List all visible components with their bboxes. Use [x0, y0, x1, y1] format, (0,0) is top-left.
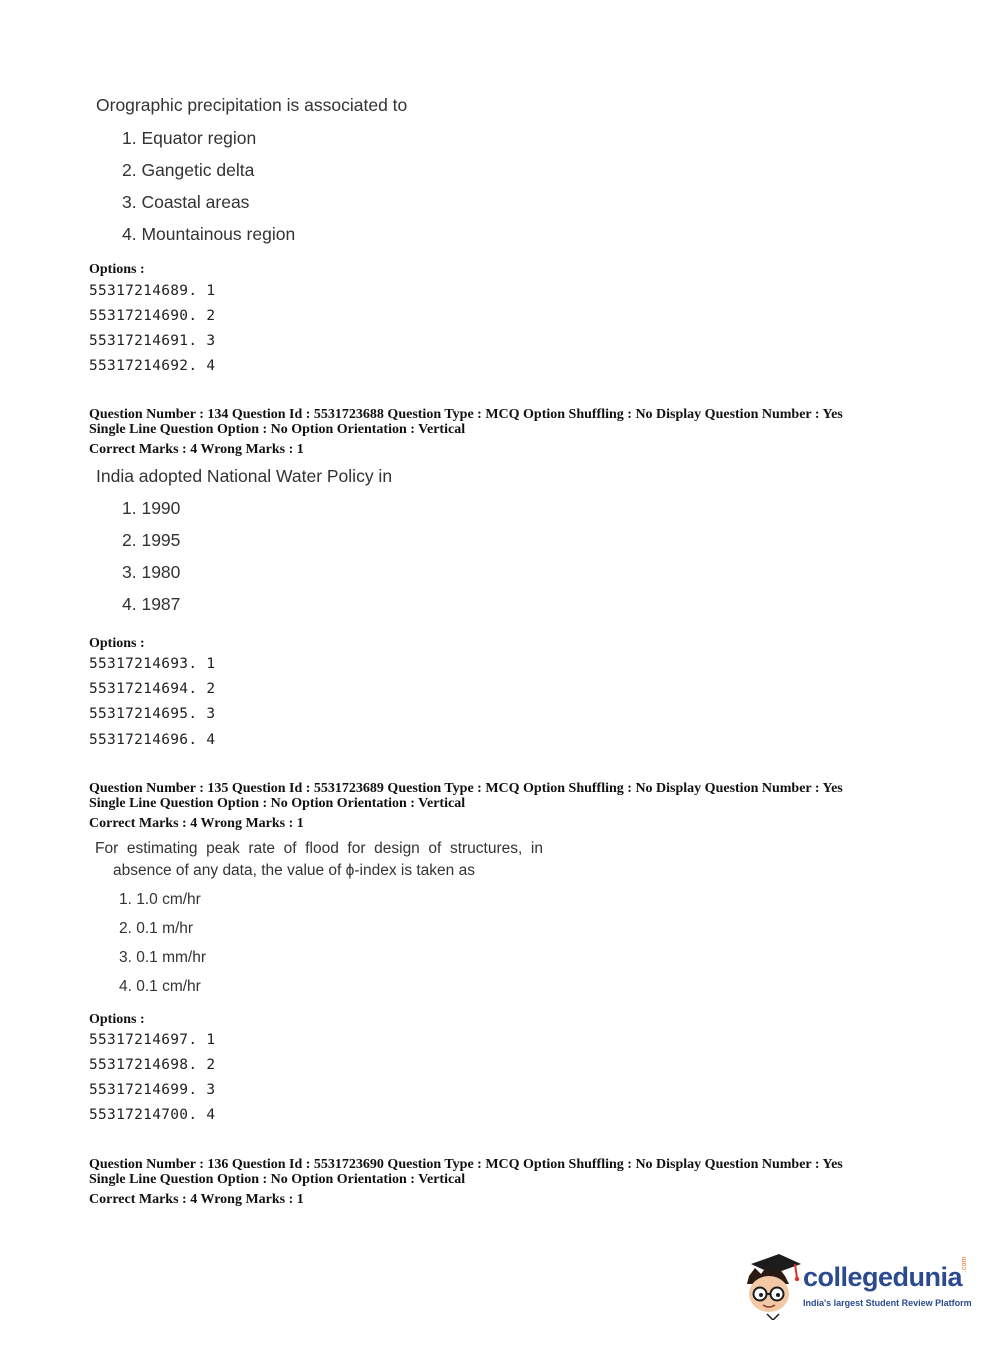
- question-choice: 4. 0.1 cm/hr: [119, 978, 201, 995]
- options-label: Options :: [89, 636, 145, 651]
- question-text-line: absence of any data, the value of ϕ-index is taken as: [113, 862, 475, 879]
- option-id: 55317214695. 3: [89, 706, 216, 722]
- logo-tagline: India's largest Student Review Platform: [803, 1298, 972, 1308]
- question-choice: 1. 1990: [122, 498, 181, 518]
- question-choice: 4. 1987: [122, 594, 181, 614]
- logo-wordmark: collegedunia: [803, 1262, 963, 1292]
- option-id: 55317214689. 1: [89, 283, 216, 299]
- question-choice: 2. Gangetic delta: [122, 160, 255, 180]
- logo-com: .com: [961, 1256, 968, 1272]
- question-choice: 1. Equator region: [122, 128, 257, 148]
- question-choice: 2. 1995: [122, 530, 181, 550]
- question-choice: 1. 1.0 cm/hr: [119, 891, 201, 908]
- question-text-line: For estimating peak rate of flood for design of structures, in: [95, 840, 543, 857]
- question-marks: Correct Marks : 4 Wrong Marks : 1: [89, 442, 304, 457]
- option-id: 55317214696. 4: [89, 732, 216, 748]
- question-meta: Single Line Question Option : No Option Orientation : Vertical: [89, 422, 466, 437]
- question-meta: Question Number : 135 Question Id : 5531723689 Question Type : MCQ Option Shuffling : No Display Question Number : Yes: [89, 781, 843, 796]
- question-choice: 3. 1980: [122, 562, 181, 582]
- option-id: 55317214694. 2: [89, 681, 216, 697]
- question-text: Orographic precipitation is associated to: [96, 95, 408, 115]
- question-text: India adopted National Water Policy in: [96, 466, 393, 486]
- question-choice: 2. 0.1 m/hr: [119, 920, 194, 937]
- question-choice: 3. 0.1 mm/hr: [119, 949, 206, 966]
- option-id: 55317214693. 1: [89, 656, 216, 672]
- option-id: 55317214697. 1: [89, 1032, 216, 1048]
- option-id: 55317214698. 2: [89, 1057, 216, 1073]
- question-meta: Single Line Question Option : No Option Orientation : Vertical: [89, 1172, 466, 1187]
- option-id: 55317214700. 4: [89, 1107, 216, 1123]
- option-id: 55317214691. 3: [89, 333, 216, 349]
- question-marks: Correct Marks : 4 Wrong Marks : 1: [89, 816, 304, 831]
- question-choice: 3. Coastal areas: [122, 192, 250, 212]
- option-id: 55317214690. 2: [89, 308, 216, 324]
- question-choice: 4. Mountainous region: [122, 224, 296, 244]
- question-meta: Question Number : 134 Question Id : 5531723688 Question Type : MCQ Option Shuffling : No Display Question Number : Yes: [89, 407, 843, 422]
- options-label: Options :: [89, 262, 145, 277]
- question-meta: Single Line Question Option : No Option Orientation : Vertical: [89, 796, 466, 811]
- mascot-icon: [743, 1250, 803, 1320]
- question-marks: Correct Marks : 4 Wrong Marks : 1: [89, 1192, 304, 1207]
- collegedunia-logo: [743, 1250, 973, 1322]
- option-id: 55317214692. 4: [89, 358, 216, 374]
- question-meta: Question Number : 136 Question Id : 5531723690 Question Type : MCQ Option Shuffling : No Display Question Number : Yes: [89, 1157, 843, 1172]
- options-label: Options :: [89, 1012, 145, 1027]
- option-id: 55317214699. 3: [89, 1082, 216, 1098]
